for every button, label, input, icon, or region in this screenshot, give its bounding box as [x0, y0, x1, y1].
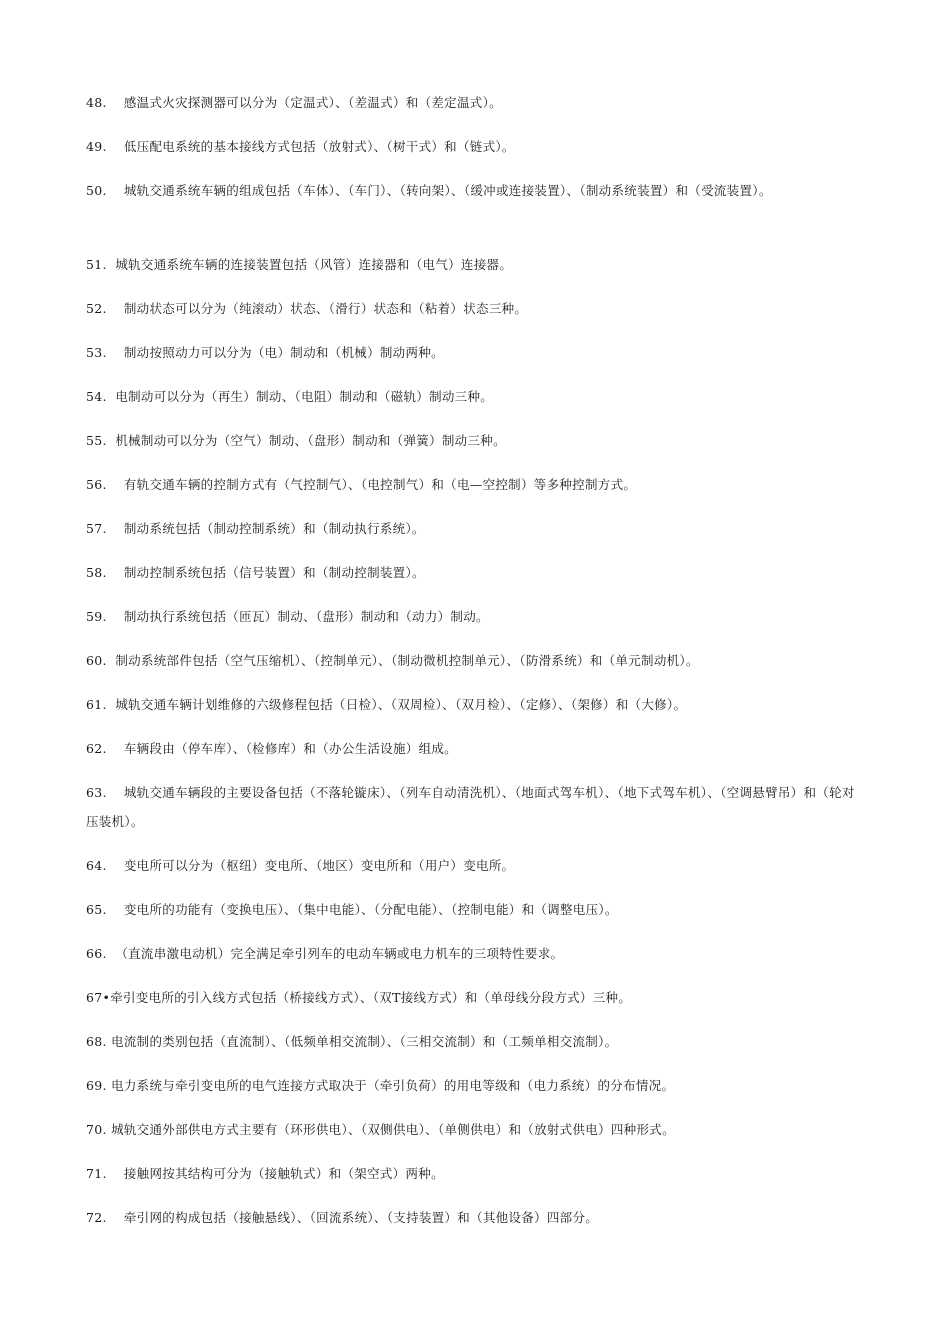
- item-number: 58.: [86, 565, 107, 580]
- question-item-61: [86, 690, 866, 719]
- question-item-66: [86, 939, 866, 968]
- question-item-63: [86, 778, 866, 836]
- item-number: 53.: [86, 345, 107, 360]
- item-text: 有轨交通车辆的控制方式有（气控制气）、（电控制气）和（电—空控制）等多种控制方式。: [123, 477, 637, 492]
- item-text: 车辆段由（停车库）、（检修库）和（办公生活设施）组成。: [123, 741, 457, 756]
- item-number: 51.: [86, 257, 107, 272]
- question-item-59: [86, 602, 866, 631]
- item-number: 65.: [86, 902, 107, 917]
- item-text: 城轨交通外部供电方式主要有（环形供电）、（双侧供电）、（单侧供电）和（放射式供电）四种形式。: [111, 1122, 675, 1137]
- item-text: 牵引网的构成包括（接触悬线）、（回流系统）、（支持装置）和（其他设备）四部分。: [123, 1210, 599, 1225]
- question-item-70: [86, 1115, 866, 1144]
- item-text: 牵引变电所的引入线方式包括（桥接线方式）、（双T接线方式）和（单母线分段方式）三种。: [110, 990, 632, 1005]
- item-text: 制动系统部件包括（空气压缩机）、（控制单元）、（制动微机控制单元）、（防滑系统）和（单元制动机）。: [115, 653, 699, 668]
- item-text: 变电所可以分为（枢纽）变电所、（地区）变电所和（用户）变电所。: [123, 858, 515, 873]
- item-text: 电制动可以分为（再生）制动、（电阻）制动和（磁轨）制动三种。: [115, 389, 494, 404]
- item-number: 72.: [86, 1210, 107, 1225]
- question-item-48: [86, 88, 866, 117]
- item-number: 50.: [86, 183, 107, 198]
- item-number: 59.: [86, 609, 107, 624]
- item-text: 感温式火灾探测器可以分为（定温式）、（差温式）和（差定温式）。: [123, 95, 502, 110]
- question-item-72: [86, 1203, 866, 1232]
- item-number: 67•: [86, 990, 111, 1005]
- item-text: 制动按照动力可以分为（电）制动和（机械）制动两种。: [123, 345, 444, 360]
- item-text: 城轨交通车辆段的主要设备包括（不落轮镟床）、（列车自动清洗机）、（地面式驾车机）、（地下式驾车机）、（空调悬臂吊）和（轮对压装机）。: [86, 785, 855, 829]
- item-text: 城轨交通车辆计划维修的六级修程包括（日检）、（双周检）、（双月检）、（定修）、（架修）和（大修）。: [115, 697, 687, 712]
- item-text: （直流串激电动机）完全满足牵引列车的电动车辆或电力机车的三项特性要求。: [115, 946, 564, 961]
- question-item-57: [86, 514, 866, 543]
- item-number: 63.: [86, 785, 107, 800]
- question-item-50: [86, 176, 866, 205]
- item-text: 电力系统与牵引变电所的电气连接方式取决于（牵引负荷）的用电等级和（电力系统）的分布情况。: [111, 1078, 675, 1093]
- item-number: 64.: [86, 858, 107, 873]
- question-item-54: [86, 382, 866, 411]
- item-text: 制动系统包括（制动控制系统）和（制动执行系统）。: [123, 521, 425, 536]
- item-text: 制动状态可以分为（纯滚动）状态、（滑行）状态和（粘着）状态三种。: [123, 301, 528, 316]
- question-item-60: [86, 646, 866, 675]
- item-text: 电流制的类别包括（直流制）、（低频单相交流制）、（三相交流制）和（工频单相交流制）。: [111, 1034, 618, 1049]
- question-item-51: [86, 250, 866, 279]
- item-number: 62.: [86, 741, 107, 756]
- item-number: 70.: [86, 1122, 107, 1137]
- item-number: 48.: [86, 95, 107, 110]
- item-number: 69.: [86, 1078, 107, 1093]
- question-item-67: [86, 983, 866, 1012]
- item-number: 61.: [86, 697, 107, 712]
- question-item-58: [86, 558, 866, 587]
- item-number: 54.: [86, 389, 107, 404]
- question-item-62: [86, 734, 866, 763]
- item-text: 城轨交通系统车辆的组成包括（车体）、（车门）、（转向架）、（缓冲或连接装置）、（制动系统装置）和（受流装置）。: [123, 183, 772, 198]
- item-text: 变电所的功能有（变换电压）、（集中电能）、（分配电能）、（控制电能）和（调整电压）。: [123, 902, 618, 917]
- item-text: 制动控制系统包括（信号装置）和（制动控制装置）。: [123, 565, 425, 580]
- item-number: 60.: [86, 653, 107, 668]
- question-item-53: [86, 338, 866, 367]
- question-item-55: [86, 426, 866, 455]
- item-number: 56.: [86, 477, 107, 492]
- question-item-64: [86, 851, 866, 880]
- item-text: 城轨交通系统车辆的连接装置包括（风管）连接器和（电气）连接器。: [115, 257, 513, 272]
- item-text: 接触网按其结构可分为（接触轨式）和（架空式）两种。: [123, 1166, 444, 1181]
- item-number: 57.: [86, 521, 107, 536]
- item-number: 71.: [86, 1166, 107, 1181]
- item-text: 制动执行系统包括（匝瓦）制动、（盘形）制动和（动力）制动。: [123, 609, 489, 624]
- question-item-71: [86, 1159, 866, 1188]
- item-number: 55.: [86, 433, 107, 448]
- item-number: 66.: [86, 946, 107, 961]
- item-text: 机械制动可以分为（空气）制动、（盘形）制动和（弹簧）制动三种。: [115, 433, 506, 448]
- question-item-49: [86, 132, 866, 161]
- item-number: 49.: [86, 139, 107, 154]
- question-item-69: [86, 1071, 866, 1100]
- item-number: 52.: [86, 301, 107, 316]
- question-item-65: [86, 895, 866, 924]
- item-text: 低压配电系统的基本接线方式包括（放射式）、（树干式）和（链式）。: [123, 139, 515, 154]
- question-item-52: [86, 294, 866, 323]
- item-number: 68.: [86, 1034, 107, 1049]
- question-item-56: [86, 470, 866, 499]
- question-item-68: [86, 1027, 866, 1056]
